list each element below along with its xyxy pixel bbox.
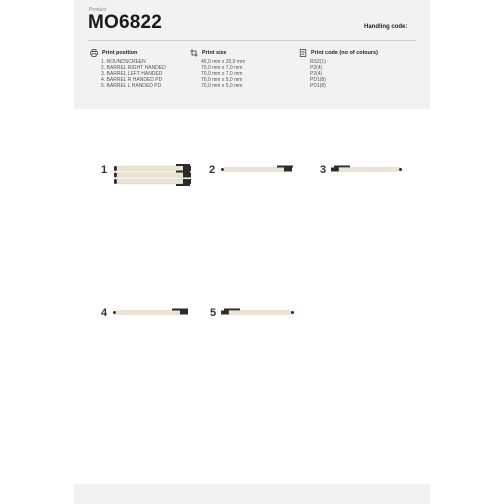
view-number-1: 1 xyxy=(101,164,108,176)
code-row-4: PD1(8) xyxy=(310,77,326,83)
pen-image-view-2 xyxy=(220,163,300,175)
header-panel xyxy=(74,0,430,109)
pen-image xyxy=(114,171,191,178)
document-icon xyxy=(299,49,307,57)
print-code-column xyxy=(299,48,378,89)
print-code-title: Print code (no of colours) xyxy=(311,49,378,56)
position-row-1: 1. ROUNDSCREEN xyxy=(101,59,146,65)
view-number-4: 4 xyxy=(101,307,108,319)
code-row-3: P2(4) xyxy=(310,71,323,77)
pen-image-view-3 xyxy=(330,163,410,175)
footer-panel xyxy=(74,484,430,504)
header-divider xyxy=(88,40,416,41)
print-position-title: Print position xyxy=(102,49,138,56)
size-row-2: 70,0 mm x 7,0 mm xyxy=(201,65,243,71)
printer-icon xyxy=(90,49,98,57)
product-label: Product xyxy=(89,7,107,13)
position-row-5: 5. BARREL L HANDED PD xyxy=(101,83,162,89)
print-position-column xyxy=(90,48,166,89)
position-row-4: 4. BARREL R HANDED PD xyxy=(101,77,163,83)
code-row-2: P2(4) xyxy=(310,65,323,71)
position-row-2: 2. BARREL RIGHT HANDED xyxy=(101,65,166,71)
crop-icon xyxy=(190,49,198,57)
print-size-title: Print size xyxy=(202,49,227,56)
pen-image-view-4 xyxy=(112,306,196,318)
pen-group-view-1 xyxy=(112,162,198,188)
size-row-5: 70,0 mm x 5,0 mm xyxy=(201,83,243,89)
handling-code-label: Handling code: xyxy=(364,24,408,30)
pen-image xyxy=(114,179,191,186)
code-row-5: PD1(8) xyxy=(310,83,326,89)
position-row-3: 3. BARREL LEFT HANDED xyxy=(101,71,163,77)
size-row-4: 70,0 mm x 5,0 mm xyxy=(201,77,243,83)
code-row-1: RS2(1) xyxy=(310,59,326,65)
view-number-3: 3 xyxy=(320,164,327,176)
product-code: MO6822 xyxy=(88,12,163,33)
pen-image-view-5 xyxy=(220,306,302,318)
size-row-1: 45,0 mm x 25,0 mm xyxy=(201,59,246,65)
pen-image xyxy=(114,164,191,171)
size-row-3: 70,0 mm x 7,0 mm xyxy=(201,71,243,77)
print-size-column xyxy=(190,48,245,89)
view-number-2: 2 xyxy=(209,164,216,176)
view-number-5: 5 xyxy=(210,307,217,319)
